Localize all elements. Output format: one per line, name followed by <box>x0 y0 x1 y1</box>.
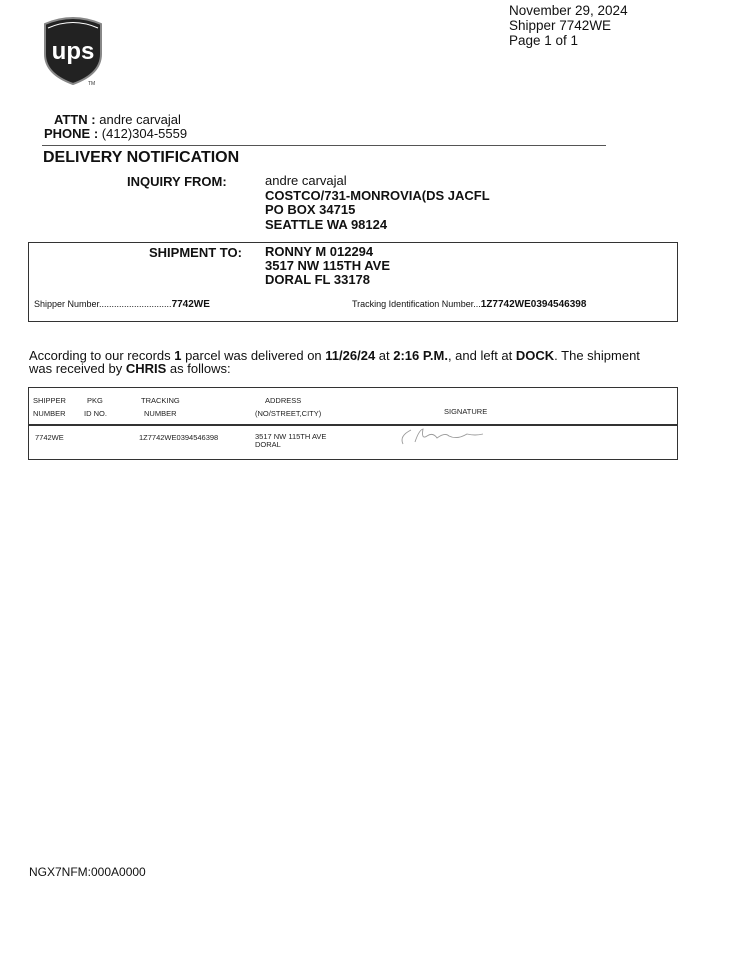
inquiry-label: INQUIRY FROM: <box>127 174 227 189</box>
tracking-number: Tracking Identification Number...1Z7742WE0394546398 <box>352 299 587 310</box>
attn-line: ATTN : andre carvajal <box>54 112 181 127</box>
row-tracking: 1Z7742WE0394546398 <box>139 433 219 442</box>
svg-text:TM: TM <box>88 81 96 86</box>
header-signature: SIGNATURE <box>444 407 488 416</box>
table-divider <box>29 424 677 426</box>
header-address: ADDRESS (NO/STREET,CITY) <box>255 396 322 418</box>
header-shipper: SHIPPER NUMBER <box>33 396 66 418</box>
shipment-address: RONNY M 012294 3517 NW 115TH AVE DORAL FL 33178 <box>265 244 390 287</box>
page-number: Page 1 of 1 <box>509 33 579 48</box>
inquiry-address: andre carvajal COSTCO/731-MONROVIA(DS JACFL PO BOX 34715 SEATTLE WA 98124 <box>265 173 490 232</box>
shipper-id: Shipper 7742WE <box>509 18 612 33</box>
divider <box>42 145 606 146</box>
signature-image <box>397 426 492 453</box>
shipment-label: SHIPMENT TO: <box>149 245 242 260</box>
delivery-message: According to our records 1 parcel was delivered on 11/26/24 at 2:16 P.M., and left at DOCK. The shipment was received by CHRIS as follows: <box>29 348 640 376</box>
header-pkg: PKG ID NO. <box>84 396 107 418</box>
footer-code: NGX7NFM:000A0000 <box>29 865 146 879</box>
shipper-number: Shipper Number.............................7742WE <box>34 299 210 310</box>
shipment-box <box>28 242 678 322</box>
header-tracking: TRACKING NUMBER <box>141 396 180 418</box>
document-date: November 29, 2024 <box>509 3 628 18</box>
delivery-table <box>28 387 678 460</box>
row-address: 3517 NW 115TH AVE DORAL <box>255 432 327 449</box>
phone-line: PHONE : (412)304-5559 <box>44 126 188 141</box>
ups-logo <box>42 14 104 86</box>
document-header-info <box>509 3 628 48</box>
page-title: DELIVERY NOTIFICATION <box>43 149 240 166</box>
row-shipper: 7742WE <box>35 433 64 442</box>
svg-text:ups: ups <box>51 38 95 65</box>
